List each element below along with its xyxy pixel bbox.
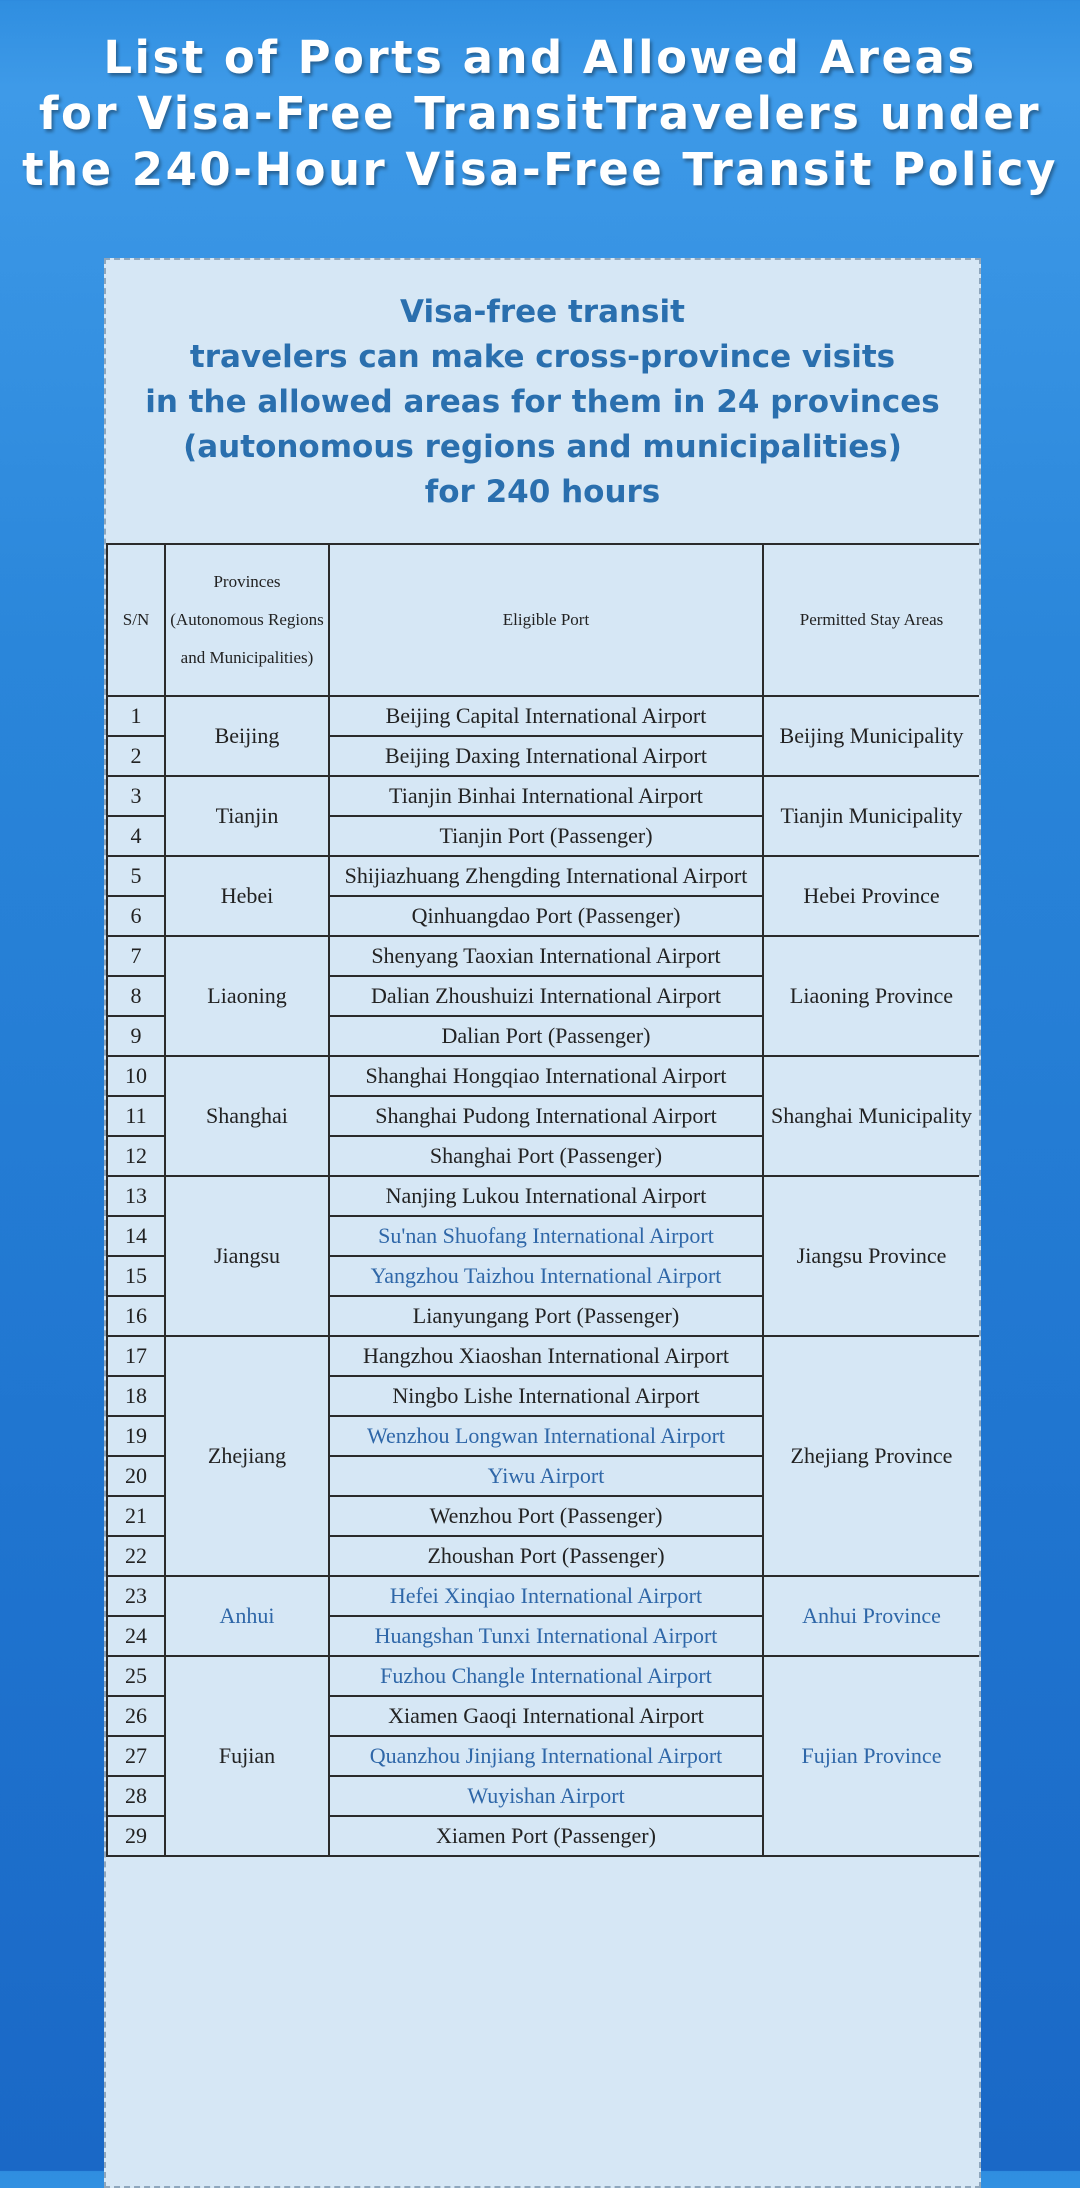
sn-cell: 12 — [107, 1136, 165, 1176]
area-cell: Shanghai Municipality — [763, 1056, 980, 1176]
port-cell: Tianjin Binhai International Airport — [329, 776, 763, 816]
area-cell: Hebei Province — [763, 856, 980, 936]
port-cell: Quanzhou Jinjiang International Airport — [329, 1736, 763, 1776]
port-cell: Shanghai Hongqiao International Airport — [329, 1056, 763, 1096]
sn-cell: 14 — [107, 1216, 165, 1256]
table-row — [107, 1176, 980, 1216]
port-cell: Hangzhou Xiaoshan International Airport — [329, 1336, 763, 1376]
sn-cell: 27 — [107, 1736, 165, 1776]
area-cell: Fujian Province — [763, 1656, 980, 1856]
province-cell: Anhui — [165, 1576, 329, 1656]
port-cell: Qinhuangdao Port (Passenger) — [329, 896, 763, 936]
port-cell: Zhoushan Port (Passenger) — [329, 1536, 763, 1576]
sn-cell: 9 — [107, 1016, 165, 1056]
port-cell: Su'nan Shuofang International Airport — [329, 1216, 763, 1256]
province-cell: Hebei — [165, 856, 329, 936]
area-cell: Zhejiang Province — [763, 1336, 980, 1576]
port-cell: Dalian Port (Passenger) — [329, 1016, 763, 1056]
table-row — [107, 776, 980, 816]
province-cell: Shanghai — [165, 1056, 329, 1176]
sn-cell: 16 — [107, 1296, 165, 1336]
port-cell: Lianyungang Port (Passenger) — [329, 1296, 763, 1336]
page-title — [0, 30, 1080, 198]
table-row — [107, 936, 980, 976]
sn-cell: 17 — [107, 1336, 165, 1376]
port-cell: Hefei Xinqiao International Airport — [329, 1576, 763, 1616]
port-cell: Xiamen Gaoqi International Airport — [329, 1696, 763, 1736]
panel-heading-line: for 240 hours — [424, 474, 661, 510]
area-cell: Beijing Municipality — [763, 696, 980, 776]
sn-cell: 29 — [107, 1816, 165, 1856]
sn-cell: 2 — [107, 736, 165, 776]
sn-cell: 25 — [107, 1656, 165, 1696]
table-row — [107, 856, 980, 896]
sn-cell: 15 — [107, 1256, 165, 1296]
sn-cell: 4 — [107, 816, 165, 856]
sn-cell: 8 — [107, 976, 165, 1016]
province-cell: Jiangsu — [165, 1176, 329, 1336]
port-cell: Yangzhou Taizhou International Airport — [329, 1256, 763, 1296]
table-row — [107, 1656, 980, 1696]
port-cell: Fuzhou Changle International Airport — [329, 1656, 763, 1696]
column-header-province: Provinces (Autonomous Regions and Municipalities) — [165, 544, 329, 696]
port-cell: Wenzhou Port (Passenger) — [329, 1496, 763, 1536]
port-cell: Wenzhou Longwan International Airport — [329, 1416, 763, 1456]
area-cell: Tianjin Municipality — [763, 776, 980, 856]
page-title-line: for Visa-Free TransitTravelers under — [38, 87, 1042, 140]
sn-cell: 28 — [107, 1776, 165, 1816]
sn-cell: 10 — [107, 1056, 165, 1096]
port-cell: Beijing Daxing International Airport — [329, 736, 763, 776]
sn-cell: 20 — [107, 1456, 165, 1496]
area-cell: Jiangsu Province — [763, 1176, 980, 1336]
port-cell: Ningbo Lishe International Airport — [329, 1376, 763, 1416]
port-cell: Beijing Capital International Airport — [329, 696, 763, 736]
port-cell: Huangshan Tunxi International Airport — [329, 1616, 763, 1656]
panel-heading-line: Visa-free transit — [400, 294, 685, 330]
sn-cell: 24 — [107, 1616, 165, 1656]
sn-cell: 1 — [107, 696, 165, 736]
province-cell: Tianjin — [165, 776, 329, 856]
port-cell: Yiwu Airport — [329, 1456, 763, 1496]
table-row — [107, 1336, 980, 1376]
panel-heading-line: travelers can make cross-province visits — [189, 339, 896, 375]
port-cell: Shanghai Port (Passenger) — [329, 1136, 763, 1176]
sn-cell: 21 — [107, 1496, 165, 1536]
area-cell: Liaoning Province — [763, 936, 980, 1056]
ports-table — [106, 543, 981, 1857]
port-cell: Nanjing Lukou International Airport — [329, 1176, 763, 1216]
port-cell: Shanghai Pudong International Airport — [329, 1096, 763, 1136]
panel-heading — [106, 260, 979, 543]
port-cell: Shijiazhuang Zhengding International Airport — [329, 856, 763, 896]
page-title-line: List of Ports and Allowed Areas — [103, 31, 977, 84]
sn-cell: 22 — [107, 1536, 165, 1576]
table-row — [107, 1576, 980, 1616]
table-row — [107, 1056, 980, 1096]
panel-heading-line: (autonomous regions and municipalities) — [183, 429, 902, 465]
column-header-sn: S/N — [107, 544, 165, 696]
sn-cell: 11 — [107, 1096, 165, 1136]
panel-heading-line: in the allowed areas for them in 24 provinces — [145, 384, 940, 420]
province-cell: Zhejiang — [165, 1336, 329, 1576]
column-header-port: Eligible Port — [329, 544, 763, 696]
area-cell: Anhui Province — [763, 1576, 980, 1656]
sn-cell: 19 — [107, 1416, 165, 1456]
port-cell: Wuyishan Airport — [329, 1776, 763, 1816]
port-cell: Xiamen Port (Passenger) — [329, 1816, 763, 1856]
table-header-row — [107, 544, 980, 696]
sn-cell: 7 — [107, 936, 165, 976]
province-cell: Liaoning — [165, 936, 329, 1056]
sn-cell: 3 — [107, 776, 165, 816]
port-cell: Shenyang Taoxian International Airport — [329, 936, 763, 976]
sn-cell: 13 — [107, 1176, 165, 1216]
sn-cell: 26 — [107, 1696, 165, 1736]
page-title-line: the 240-Hour Visa-Free Transit Policy — [22, 143, 1058, 196]
column-header-area: Permitted Stay Areas — [763, 544, 980, 696]
ports-panel — [104, 258, 981, 2188]
sn-cell: 6 — [107, 896, 165, 936]
sn-cell: 18 — [107, 1376, 165, 1416]
port-cell: Dalian Zhoushuizi International Airport — [329, 976, 763, 1016]
province-cell: Fujian — [165, 1656, 329, 1856]
province-cell: Beijing — [165, 696, 329, 776]
sn-cell: 5 — [107, 856, 165, 896]
sn-cell: 23 — [107, 1576, 165, 1616]
table-row — [107, 696, 980, 736]
port-cell: Tianjin Port (Passenger) — [329, 816, 763, 856]
